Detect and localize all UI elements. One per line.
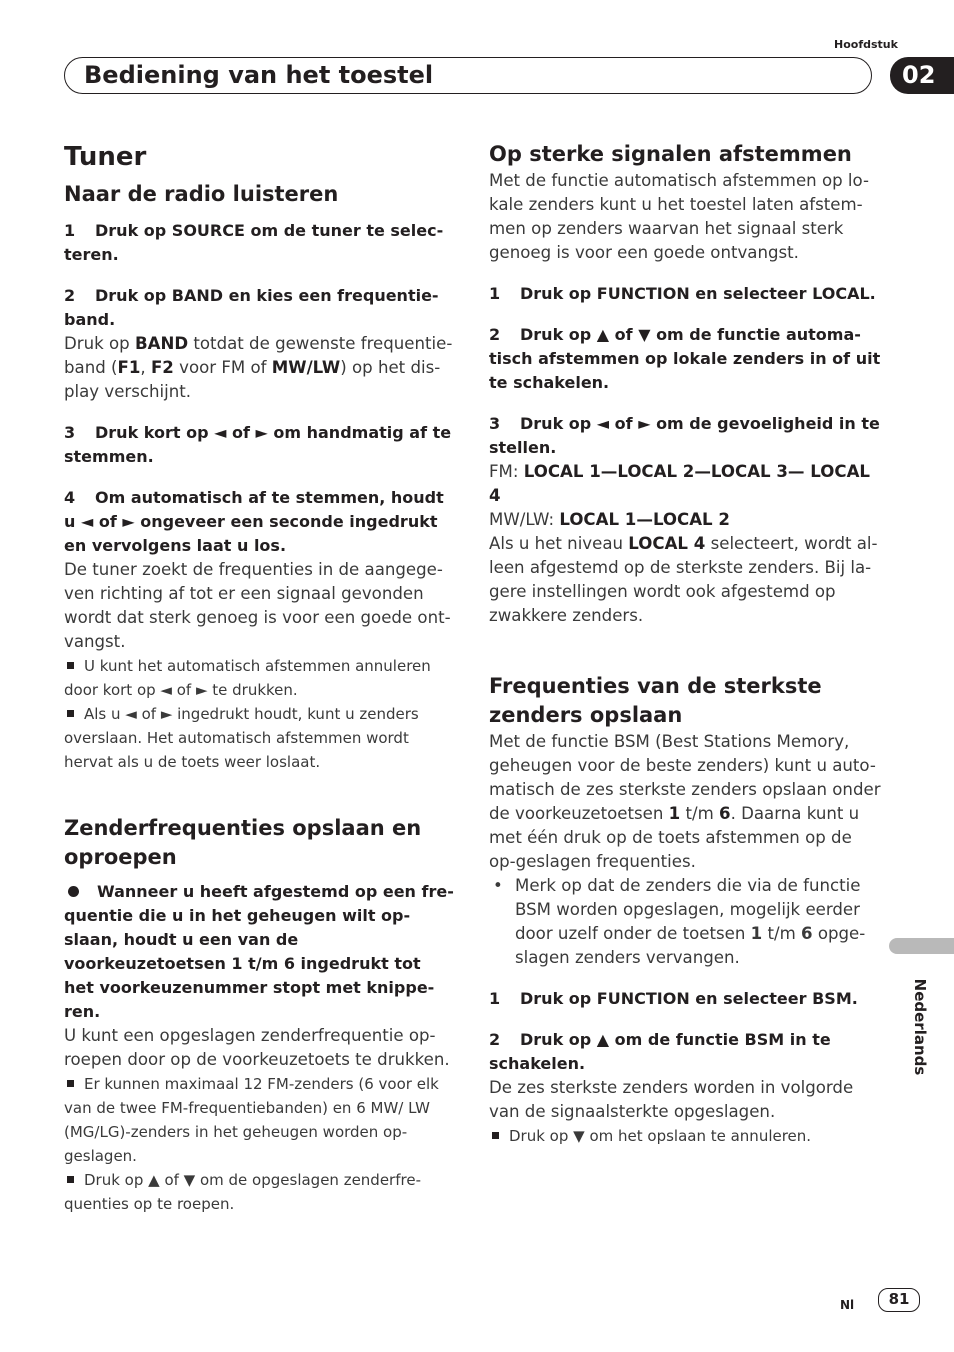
store-body: U kunt een opgeslagen zenderfrequentie op-roepen door op de voorkeuzetoets te drukken. — [64, 1026, 450, 1069]
circle-bullet-icon — [68, 886, 79, 897]
text-run: . Daarna kunt u met één druk op de toets afstemmen op de op-geslagen frequenties. — [489, 804, 860, 871]
left-column — [64, 140, 454, 1216]
square-bullet-icon — [67, 710, 74, 717]
step-text: Druk op BAND en kies een frequentie-band. — [64, 286, 439, 329]
text-run: Druk op — [64, 334, 135, 353]
note-item — [64, 654, 454, 702]
step-number: 2 — [489, 325, 501, 344]
text-run: , — [140, 358, 151, 377]
step-1 — [489, 282, 881, 306]
text-run-bold: F2 — [150, 358, 174, 377]
heading-store-frequencies: Zenderfrequenties opslaan en oproepen — [64, 816, 422, 869]
text-run-bold: LOCAL 1—LOCAL 2—LOCAL 3— LOCAL 4 — [489, 462, 870, 505]
note-text: Druk op ▲ of ▼ om de opgeslagen zenderfre-quenties op te roepen. — [64, 1171, 421, 1213]
note-item — [64, 1072, 454, 1168]
text-run-bold: 1 — [750, 924, 763, 943]
note-item — [489, 1124, 881, 1148]
local-body — [489, 532, 881, 628]
step-2 — [489, 323, 881, 395]
step-text: Druk op ▲ of ▼ om de functie automa-tisch afstemmen op lokale zenders in of uit te schakelen. — [489, 325, 881, 392]
text-run: FM: — [489, 462, 524, 481]
chapter-label: Hoofdstuk — [834, 38, 898, 51]
step-3 — [64, 421, 454, 469]
step-1 — [489, 987, 881, 1011]
text-run-bold: LOCAL 1—LOCAL 2 — [559, 510, 730, 529]
step-text: Druk op FUNCTION en selecteer BSM. — [520, 989, 858, 1008]
step-number: 3 — [489, 414, 501, 433]
step-2 — [489, 1028, 881, 1076]
square-bullet-icon — [67, 662, 74, 669]
step-2-body — [64, 332, 454, 404]
page-title: Bediening van het toestel — [84, 61, 434, 89]
text-run: ) op het dis-play verschijnt. — [64, 358, 441, 401]
text-run-bold: 1 — [668, 804, 681, 823]
step-text: Wanneer u heeft afgestemd op een fre-quentie die u in het geheugen wilt op-slaan, houdt u een van de voorkeuzetoetsen 1 t/m 6 ingedrukt tot het voorkeuzenummer stopt met knippe-ren. — [64, 882, 454, 1021]
step-1 — [64, 219, 454, 267]
chapter-number: 02 — [890, 57, 954, 94]
mw-levels — [489, 508, 881, 532]
step-number: 4 — [64, 488, 76, 507]
note-item — [64, 1168, 454, 1216]
step-3 — [489, 412, 881, 460]
note-text: U kunt het automatisch afstemmen annuleren door kort op ◄ of ► te drukken. — [64, 657, 431, 699]
bsm-body: De zes sterkste zenders worden in volgorde van de signaalsterkte opgeslagen. — [489, 1078, 854, 1121]
bsm-intro — [489, 730, 881, 874]
text-run: selecteert, wordt al-leen afgestemd op de sterkste zenders. Bij la-gere instellingen wordt ook afgestemd op zwakkere zenders. — [489, 534, 878, 625]
step-number: 1 — [489, 989, 501, 1008]
page-number: 81 — [878, 1288, 920, 1312]
step-number: 2 — [489, 1030, 501, 1049]
text-run: Als u het niveau — [489, 534, 629, 553]
step-text: Om automatisch af te stemmen, houdt u ◄ of ► ongeveer een seconde ingedrukt en vervolgens laat u los. — [64, 488, 444, 555]
text-run-bold: BAND — [134, 334, 189, 353]
text-run: Met de functie BSM (Best Stations Memory, geheugen voor de beste zenders) kunt u auto-matisch de zes sterkste zenders opslaan onder de voorkeuzetoetsen — [489, 732, 881, 823]
step-text: Druk op FUNCTION en selecteer LOCAL. — [520, 284, 876, 303]
text-run: MW/LW: — [489, 510, 560, 529]
heading-bsm: Frequenties van de sterkste zenders opslaan — [489, 674, 822, 727]
text-run-bold: MW/LW — [271, 358, 341, 377]
text-run: t/m — [762, 924, 802, 943]
text-run-bold: LOCAL 4 — [628, 534, 706, 553]
language-side-label: Nederlands — [911, 978, 929, 1076]
step-number: 3 — [64, 423, 76, 442]
note-text: Druk op ▼ om het opslaan te annuleren. — [509, 1127, 812, 1145]
text-run: totdat de gewenste frequentie-band ( — [64, 334, 453, 377]
step-4 — [64, 486, 454, 558]
note-text: Er kunnen maximaal 12 FM-zenders (6 voor elk van de twee FM-frequentiebanden) en 6 MW/ LW (MG/LG)-zenders in het geheugen worden op-geslagen. — [64, 1075, 439, 1165]
circle-step — [64, 880, 454, 1024]
section-title-tuner: Tuner — [64, 142, 147, 172]
local-intro: Met de functie automatisch afstemmen op lo-kale zenders kunt u het toestel laten afstem-men op zenders waarvan het signaal sterk genoeg is voor een goede ontvangst. — [489, 171, 869, 262]
text-run: voor FM of — [173, 358, 272, 377]
square-bullet-icon — [492, 1132, 499, 1139]
step-2 — [64, 284, 454, 332]
heading-strong-signals: Op sterke signalen afstemmen — [489, 142, 852, 166]
square-bullet-icon — [67, 1176, 74, 1183]
text-run: t/m — [680, 804, 720, 823]
language-tab-marker — [889, 938, 954, 954]
step-4-body: De tuner zoekt de frequenties in de aangege-ven richting af tot er een signaal gevonden wordt dat sterk genoeg is voor een goede ont-vangst. — [64, 560, 451, 651]
bullet-item — [489, 874, 881, 970]
text-run-bold: 6 — [719, 804, 731, 823]
step-text: Druk op ◄ of ► om de gevoeligheid in te stellen. — [489, 414, 880, 457]
square-bullet-icon — [67, 1080, 74, 1087]
text-run-bold: F1 — [117, 358, 141, 377]
text-run: Merk op dat de zenders die via de functie BSM worden opgeslagen, mogelijk eerder door uzelf onder de toetsen — [515, 876, 861, 943]
heading-radio-listen: Naar de radio luisteren — [64, 182, 339, 206]
text-run-bold: 6 — [801, 924, 813, 943]
step-text: Druk op SOURCE om de tuner te selec-teren. — [64, 221, 444, 264]
step-text: Druk op ▲ om de functie BSM in te schakelen. — [489, 1030, 831, 1073]
dot-bullet-icon: • — [493, 876, 503, 895]
step-text: Druk kort op ◄ of ► om handmatig af te stemmen. — [64, 423, 452, 466]
footer-language-code: Nl — [840, 1298, 855, 1312]
note-text: Als u ◄ of ► ingedrukt houdt, kunt u zenders overslaan. Het automatisch afstemmen wordt hervat als u de toets weer loslaat. — [64, 705, 419, 771]
fm-levels — [489, 460, 881, 508]
right-column — [489, 140, 881, 1148]
step-number: 2 — [64, 286, 76, 305]
step-number: 1 — [64, 221, 76, 240]
step-number: 1 — [489, 284, 501, 303]
note-item — [64, 702, 454, 774]
text-run: opge-slagen zenders vervangen. — [515, 924, 866, 967]
